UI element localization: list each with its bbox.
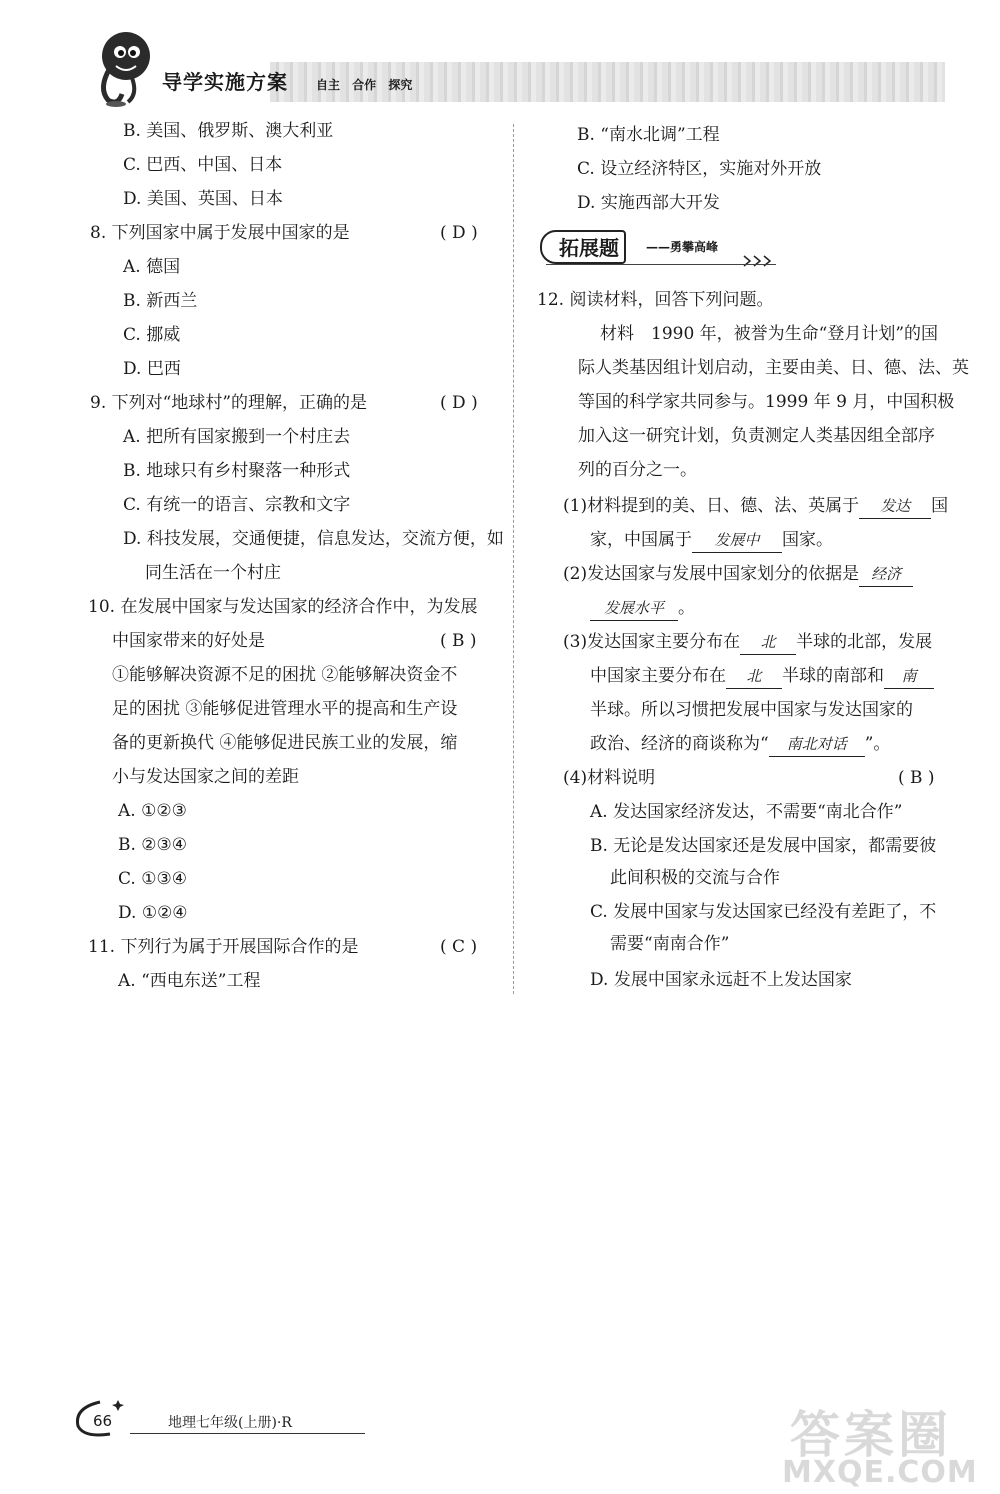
q8-option-d: D. 巴西 xyxy=(123,359,181,379)
q11-option-b: B. “南水北调”工程 xyxy=(577,125,720,145)
q10-body-1: ①能够解决资源不足的困扰 ②能够解决资金不 xyxy=(112,665,458,685)
watermark-text: 答案圈 xyxy=(790,1406,952,1464)
column-divider xyxy=(513,124,514,994)
q12-sub4-option-b-continued: 此间积极的交流与合作 xyxy=(610,868,780,888)
answer-blank-north-1: 北 xyxy=(740,630,796,655)
header-title: 导学实施方案 xyxy=(162,70,288,94)
q9-answer: ( D ) xyxy=(440,393,478,413)
answer-blank-development-level: 发展水平 xyxy=(590,596,678,621)
page-number: 66 xyxy=(93,1412,113,1430)
q12-material-5: 列的百分之一。 xyxy=(578,460,697,480)
q11-stem: 11. 下列行为属于开展国际合作的是 xyxy=(88,937,359,957)
q12-sub4-option-b: B. 无论是发达国家还是发展中国家，都需要彼 xyxy=(590,836,937,856)
q12-sub2-line2: 发展水平 。 xyxy=(590,596,695,621)
q10-answer: ( B ) xyxy=(440,631,477,651)
q9-option-d: D. 科技发展，交通便捷，信息发达，交流方便，如 xyxy=(123,529,504,549)
q9-option-a: A. 把所有国家搬到一个村庄去 xyxy=(123,427,351,447)
q12-sub4-stem: (4)材料说明 xyxy=(563,768,656,788)
q11-answer: ( C ) xyxy=(440,937,478,957)
q10-option-b: B. ②③④ xyxy=(118,835,188,855)
q7-option-b: B. 美国、俄罗斯、澳大利亚 xyxy=(123,121,334,141)
q10-option-a: A. ①②③ xyxy=(118,801,187,821)
page-header xyxy=(0,0,1000,115)
q12-sub1-line1: (1)材料提到的美、日、德、法、英属于 发达 国 xyxy=(563,494,948,519)
q12-material-2: 际人类基因组计划启动，主要由美、日、德、法、英 xyxy=(578,358,969,378)
q8-stem: 8. 下列国家中属于发展中国家的是 xyxy=(90,223,350,243)
q12-material-1: 材料 1990 年，被誉为生命“登月计划”的国 xyxy=(600,324,939,344)
q9-option-c: C. 有统一的语言、宗教和文字 xyxy=(123,495,351,515)
q12-sub4-answer: ( B ) xyxy=(898,768,935,788)
q7-option-d: D. 美国、英国、日本 xyxy=(123,189,283,209)
q10-stem-2: 中国家带来的好处是 xyxy=(112,631,265,651)
q10-stem-1: 10. 在发展中国家与发达国家的经济合作中，为发展 xyxy=(88,597,478,617)
banner-title: 拓展题 xyxy=(559,236,619,260)
q10-body-3: 备的更新换代 ④能够促进民族工业的发展，缩 xyxy=(112,733,458,753)
q12-material-3: 等国的科学家共同参与。1999 年 9 月，中国积极 xyxy=(578,392,955,412)
q10-body-2: 足的困扰 ③能够促进管理水平的提高和生产设 xyxy=(112,699,458,719)
q12-material-4: 加入这一研究计划，负责测定人类基因组全部序 xyxy=(578,426,935,446)
footer-rule xyxy=(130,1433,365,1434)
q12-sub2-line1: (2)发达国家与发展中国家划分的依据是 经济 xyxy=(563,562,913,587)
q12-sub3-line3: 半球。所以习惯把发展中国家与发达国家的 xyxy=(590,700,913,720)
answer-blank-north-2: 北 xyxy=(726,664,782,689)
answer-blank-south: 南 xyxy=(884,664,934,689)
q12-sub4-option-a: A. 发达国家经济发达，不需要“南北合作” xyxy=(590,802,903,822)
q8-answer: ( D ) xyxy=(440,223,478,243)
watermark-logo xyxy=(770,1395,990,1490)
answer-blank-north-south-dialogue: 南北对话 xyxy=(769,732,865,757)
q8-option-c: C. 挪威 xyxy=(123,325,181,345)
watermark-url: MXQE.COM xyxy=(782,1455,978,1490)
q8-option-b: B. 新西兰 xyxy=(123,291,198,311)
answer-blank-developing: 发展中 xyxy=(692,528,782,553)
chevrons-icon xyxy=(742,254,776,268)
q11-option-c: C. 设立经济特区，实施对外开放 xyxy=(577,159,822,179)
q9-option-b: B. 地球只有乡村聚落一种形式 xyxy=(123,461,351,481)
extension-section-banner xyxy=(536,228,776,268)
banner-subtitle: ——勇攀高峰 xyxy=(646,240,719,254)
q8-option-a: A. 德国 xyxy=(123,257,181,277)
q12-sub1-line2: 家，中国属于 发展中 国家。 xyxy=(590,528,833,553)
book-title: 地理七年级(上册)·R xyxy=(168,1415,292,1431)
q12-sub3-line1: (3)发达国家主要分布在 北 半球的北部，发展 xyxy=(563,630,932,655)
header-subtitle: 自主 合作 探究 xyxy=(316,78,413,92)
q12-sub4-option-c-continued: 需要“南南合作” xyxy=(610,934,730,954)
q9-option-d-continued: 同生活在一个村庄 xyxy=(145,563,281,583)
q12-sub4-option-c: C. 发展中国家与发达国家已经没有差距了，不 xyxy=(590,902,937,922)
q10-body-4: 小与发达国家之间的差距 xyxy=(112,767,299,787)
q7-option-c: C. 巴西、中国、日本 xyxy=(123,155,283,175)
q10-option-d: D. ①②④ xyxy=(118,903,188,923)
q12-sub3-line2: 中国家主要分布在 北 半球的南部和 南 xyxy=(590,664,934,689)
answer-blank-developed: 发达 xyxy=(859,494,931,519)
q12-sub4-option-d: D. 发展中国家永远赶不上发达国家 xyxy=(590,970,852,990)
q9-stem: 9. 下列对“地球村”的理解，正确的是 xyxy=(90,393,368,413)
answer-blank-economy: 经济 xyxy=(859,562,913,587)
q12-stem: 12. 阅读材料，回答下列问题。 xyxy=(537,290,774,310)
mascot-logo-icon xyxy=(88,28,158,108)
q11-option-d: D. 实施西部大开发 xyxy=(577,193,720,213)
q12-sub3-line4: 政治、经济的商谈称为“ 南北对话 ”。 xyxy=(590,732,890,757)
banner-rule xyxy=(546,264,776,265)
q11-option-a: A. “西电东送”工程 xyxy=(118,971,261,991)
q10-option-c: C. ①③④ xyxy=(118,869,187,889)
